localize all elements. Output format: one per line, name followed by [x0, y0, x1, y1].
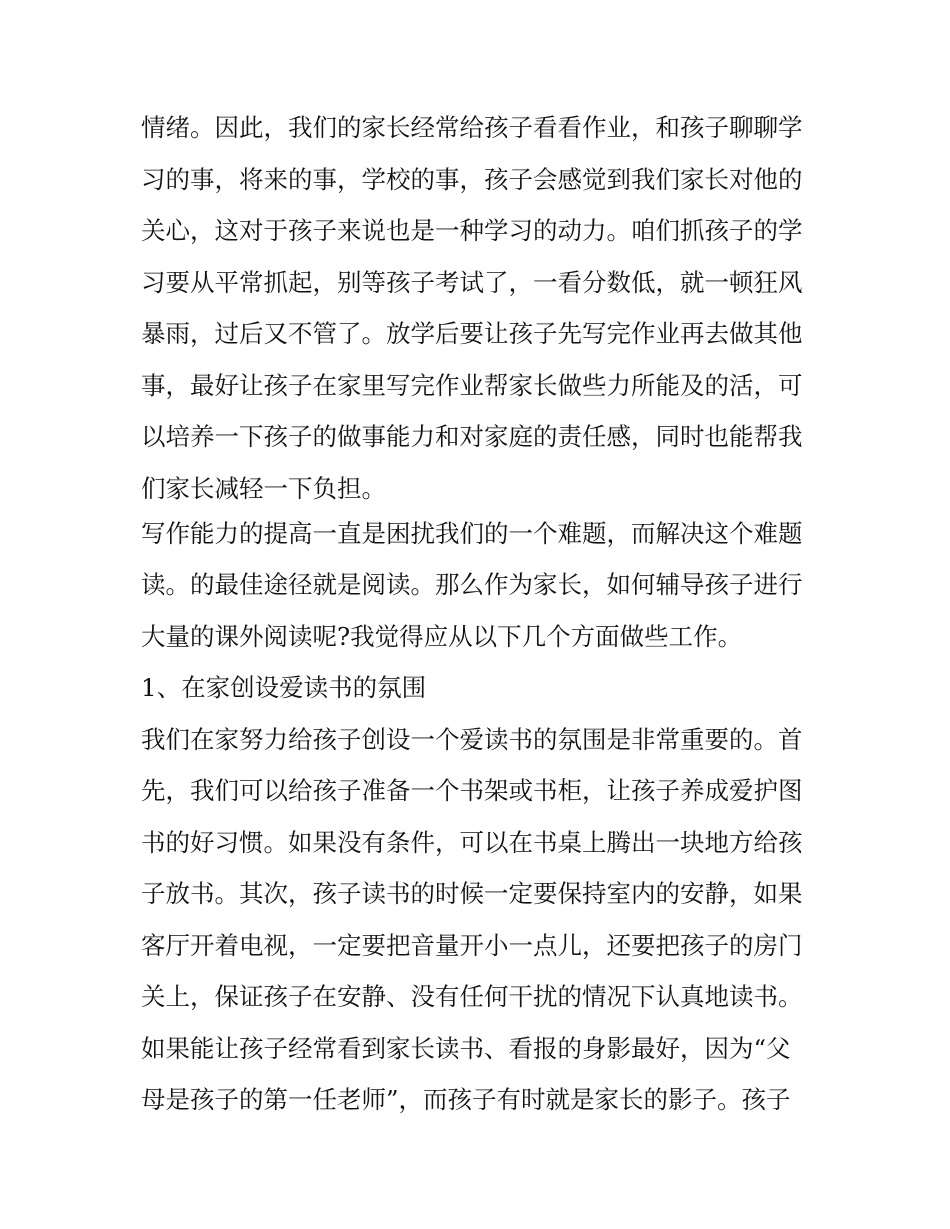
text-line: 们家长减轻一下负担。 [141, 474, 386, 503]
text-line: 子放书。其次，孩子读书的时候一定要保持室内的安静，如果 [141, 879, 803, 908]
text-line: 读。的最佳途径就是阅读。那么作为家长，如何辅导孩子进行 [141, 570, 803, 599]
text-line: 习要从平常抓起，别等孩子考试了，一看分数低，就一顿狂风 [141, 268, 803, 297]
text-line: 以培养一下孩子的做事能力和对家庭的责任感，同时也能帮我 [141, 422, 803, 451]
text-line: 客厅开着电视，一定要把音量开小一点儿，还要把孩子的房门 [141, 931, 803, 960]
text-line: 先，我们可以给孩子准备一个书架或书柜，让孩子养成爱护图 [141, 776, 803, 805]
text-line: 母是孩子的第一任老师”，而孩子有时就是家长的影子。孩子 [141, 1085, 791, 1114]
text-line: 我们在家努力给孩子创设一个爱读书的氛围是非常重要的。首 [141, 725, 803, 754]
text-line: 暴雨，过后又不管了。放学后要让孩子先写完作业再去做其他 [141, 319, 803, 348]
text-line: 习的事，将来的事，学校的事，孩子会感觉到我们家长对他的 [141, 165, 803, 194]
text-line: 关心，这对于孩子来说也是一种学习的动力。咱们抓孩子的学 [141, 216, 803, 245]
section-heading: 1、在家创设爱读书的氛围 [141, 673, 427, 702]
text-line: 大量的课外阅读呢?我觉得应从以下几个方面做些工作。 [141, 622, 743, 651]
text-line: 情绪。因此，我们的家长经常给孩子看看作业，和孩子聊聊学 [141, 113, 803, 142]
text-line: 如果能让孩子经常看到家长读书、看报的身影最好，因为“父 [141, 1034, 791, 1063]
text-line: 关上，保证孩子在安静、没有任何干扰的情况下认真地读书。 [141, 982, 803, 1011]
text-line: 书的好习惯。如果没有条件，可以在书桌上腾出一块地方给孩 [141, 828, 803, 857]
text-line: 写作能力的提高一直是困扰我们的一个难题，而解决这个难题 [141, 519, 803, 548]
text-line: 事，最好让孩子在家里写完作业帮家长做些力所能及的活，可 [141, 371, 803, 400]
